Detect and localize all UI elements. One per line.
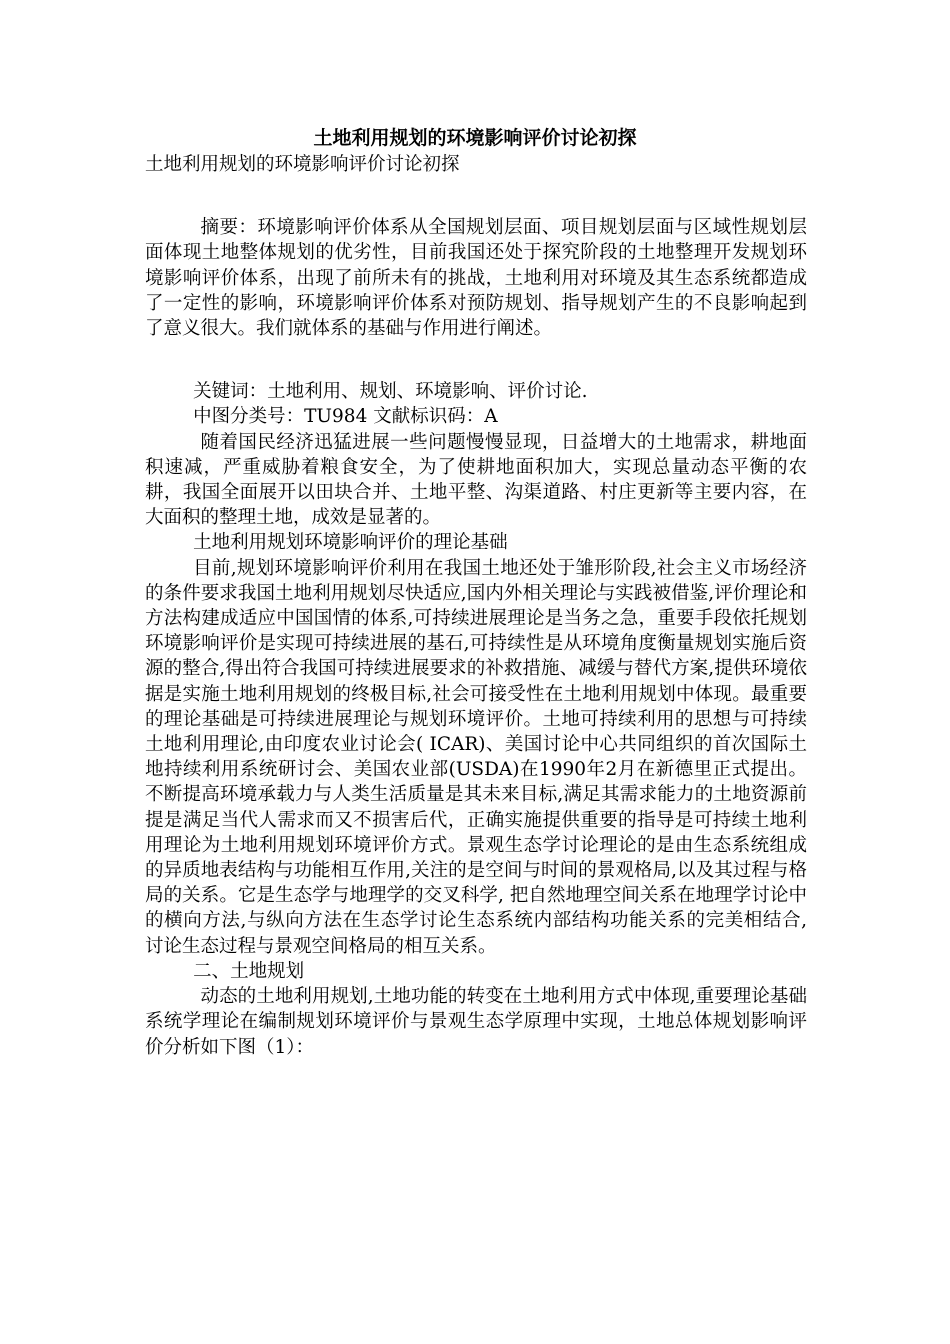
section-paragraph: 动态的土地利用规划,土地功能的转变在土地利用方式中体现,重要理论基础系统学理论在编制规划环境评价与景观生态学原理中实现，土地总体规划影响评价分析如下图（1）： [145, 986, 807, 1058]
document-title: 土地利用规划的环境影响评价讨论初探 [313, 127, 637, 149]
section-heading: 二、土地规划 [193, 960, 305, 982]
document-body [145, 152, 807, 1060]
document-subtitle: 土地利用规划的环境影响评价讨论初探 [145, 154, 460, 175]
section-heading: 土地利用规划环境影响评价的理论基础 [193, 532, 508, 554]
classification-line: 中图分类号：TU984 文献标识码：A [193, 406, 498, 428]
intro-paragraph: 随着国民经济迅猛进展一些问题慢慢显现，日益增大的土地需求，耕地面积速减，严重威胁着粮食安全，为了使耕地面积加大，实现总量动态平衡的农耕，我国全面展开以田块合并、土地平整、沟渠道路、村庄更新等主要内容，在大面积的整理土地，成效是显著的。 [145, 431, 807, 529]
spacer [145, 177, 807, 215]
abstract-paragraph: 摘要：环境影响评价体系从全国规划层面、项目规划层面与区域性规划层面体现土地整体规划的优劣性，目前我国还处于探究阶段的土地整理开发规划环境影响评价体系，出现了前所未有的挑战，土地利用对环境及其生态系统都造成了一定性的影响，环境影响评价体系对预防规划、指导规划产生的不良影响起到了意义很大。我们就体系的基础与作用进行阐述。 [145, 217, 807, 340]
keywords-line: 关键词：土地利用、规划、环境影响、评价讨论. [193, 381, 588, 403]
section-paragraph: 目前,规划环境影响评价利用在我国土地还处于雏形阶段,社会主义市场经济的条件要求我国土地利用规划尽快适应,国内外相关理论与实践被借鉴,评价理论和方法构建成适应中国国情的体系,可持续进展理论是当务之急，重要手段依托规划环境影响评价是实现可持续进展的基石,可持续性是从环境角度衡量规划实施后资源的整合,得出符合我国可持续进展要求的补救措施、减缓与替代方案,提供环境依据是实施土地利用规划的终极目标,社会可接受性在土地利用规划中体现。最重要的理论基础是可持续进展理论与规划环境评价。土地可持续利用的思想与可持续土地利用理论,由印度农业讨论会( ICAR)、美国讨论中心共同组织的首次国际土地持续利用系统研讨会、美国农业部(USDA)在1990年2月在新德里正式提出。不断提高环境承载力与人类生活质量是其未来目标,满足其需求能力的土地资源前提是满足当代人需求而又不损害后代，正确实施提供重要的指导是可持续土地利用理论为土地利用规划环境评价方式。景观生态学讨论理论的是由生态系统组成的异质地表结构与功能相互作用,关注的是空间与时间的景观格局,以及其过程与格局的关系。它是生态学与地理学的交叉科学, 把自然地理空间关系在地理学讨论中的横向方法,与纵向方法在生态学讨论生态系统内部结构功能关系的完美相结合, 讨论生态过程与景观空间格局的相互关系。 [145, 557, 807, 957]
spacer [145, 341, 807, 379]
